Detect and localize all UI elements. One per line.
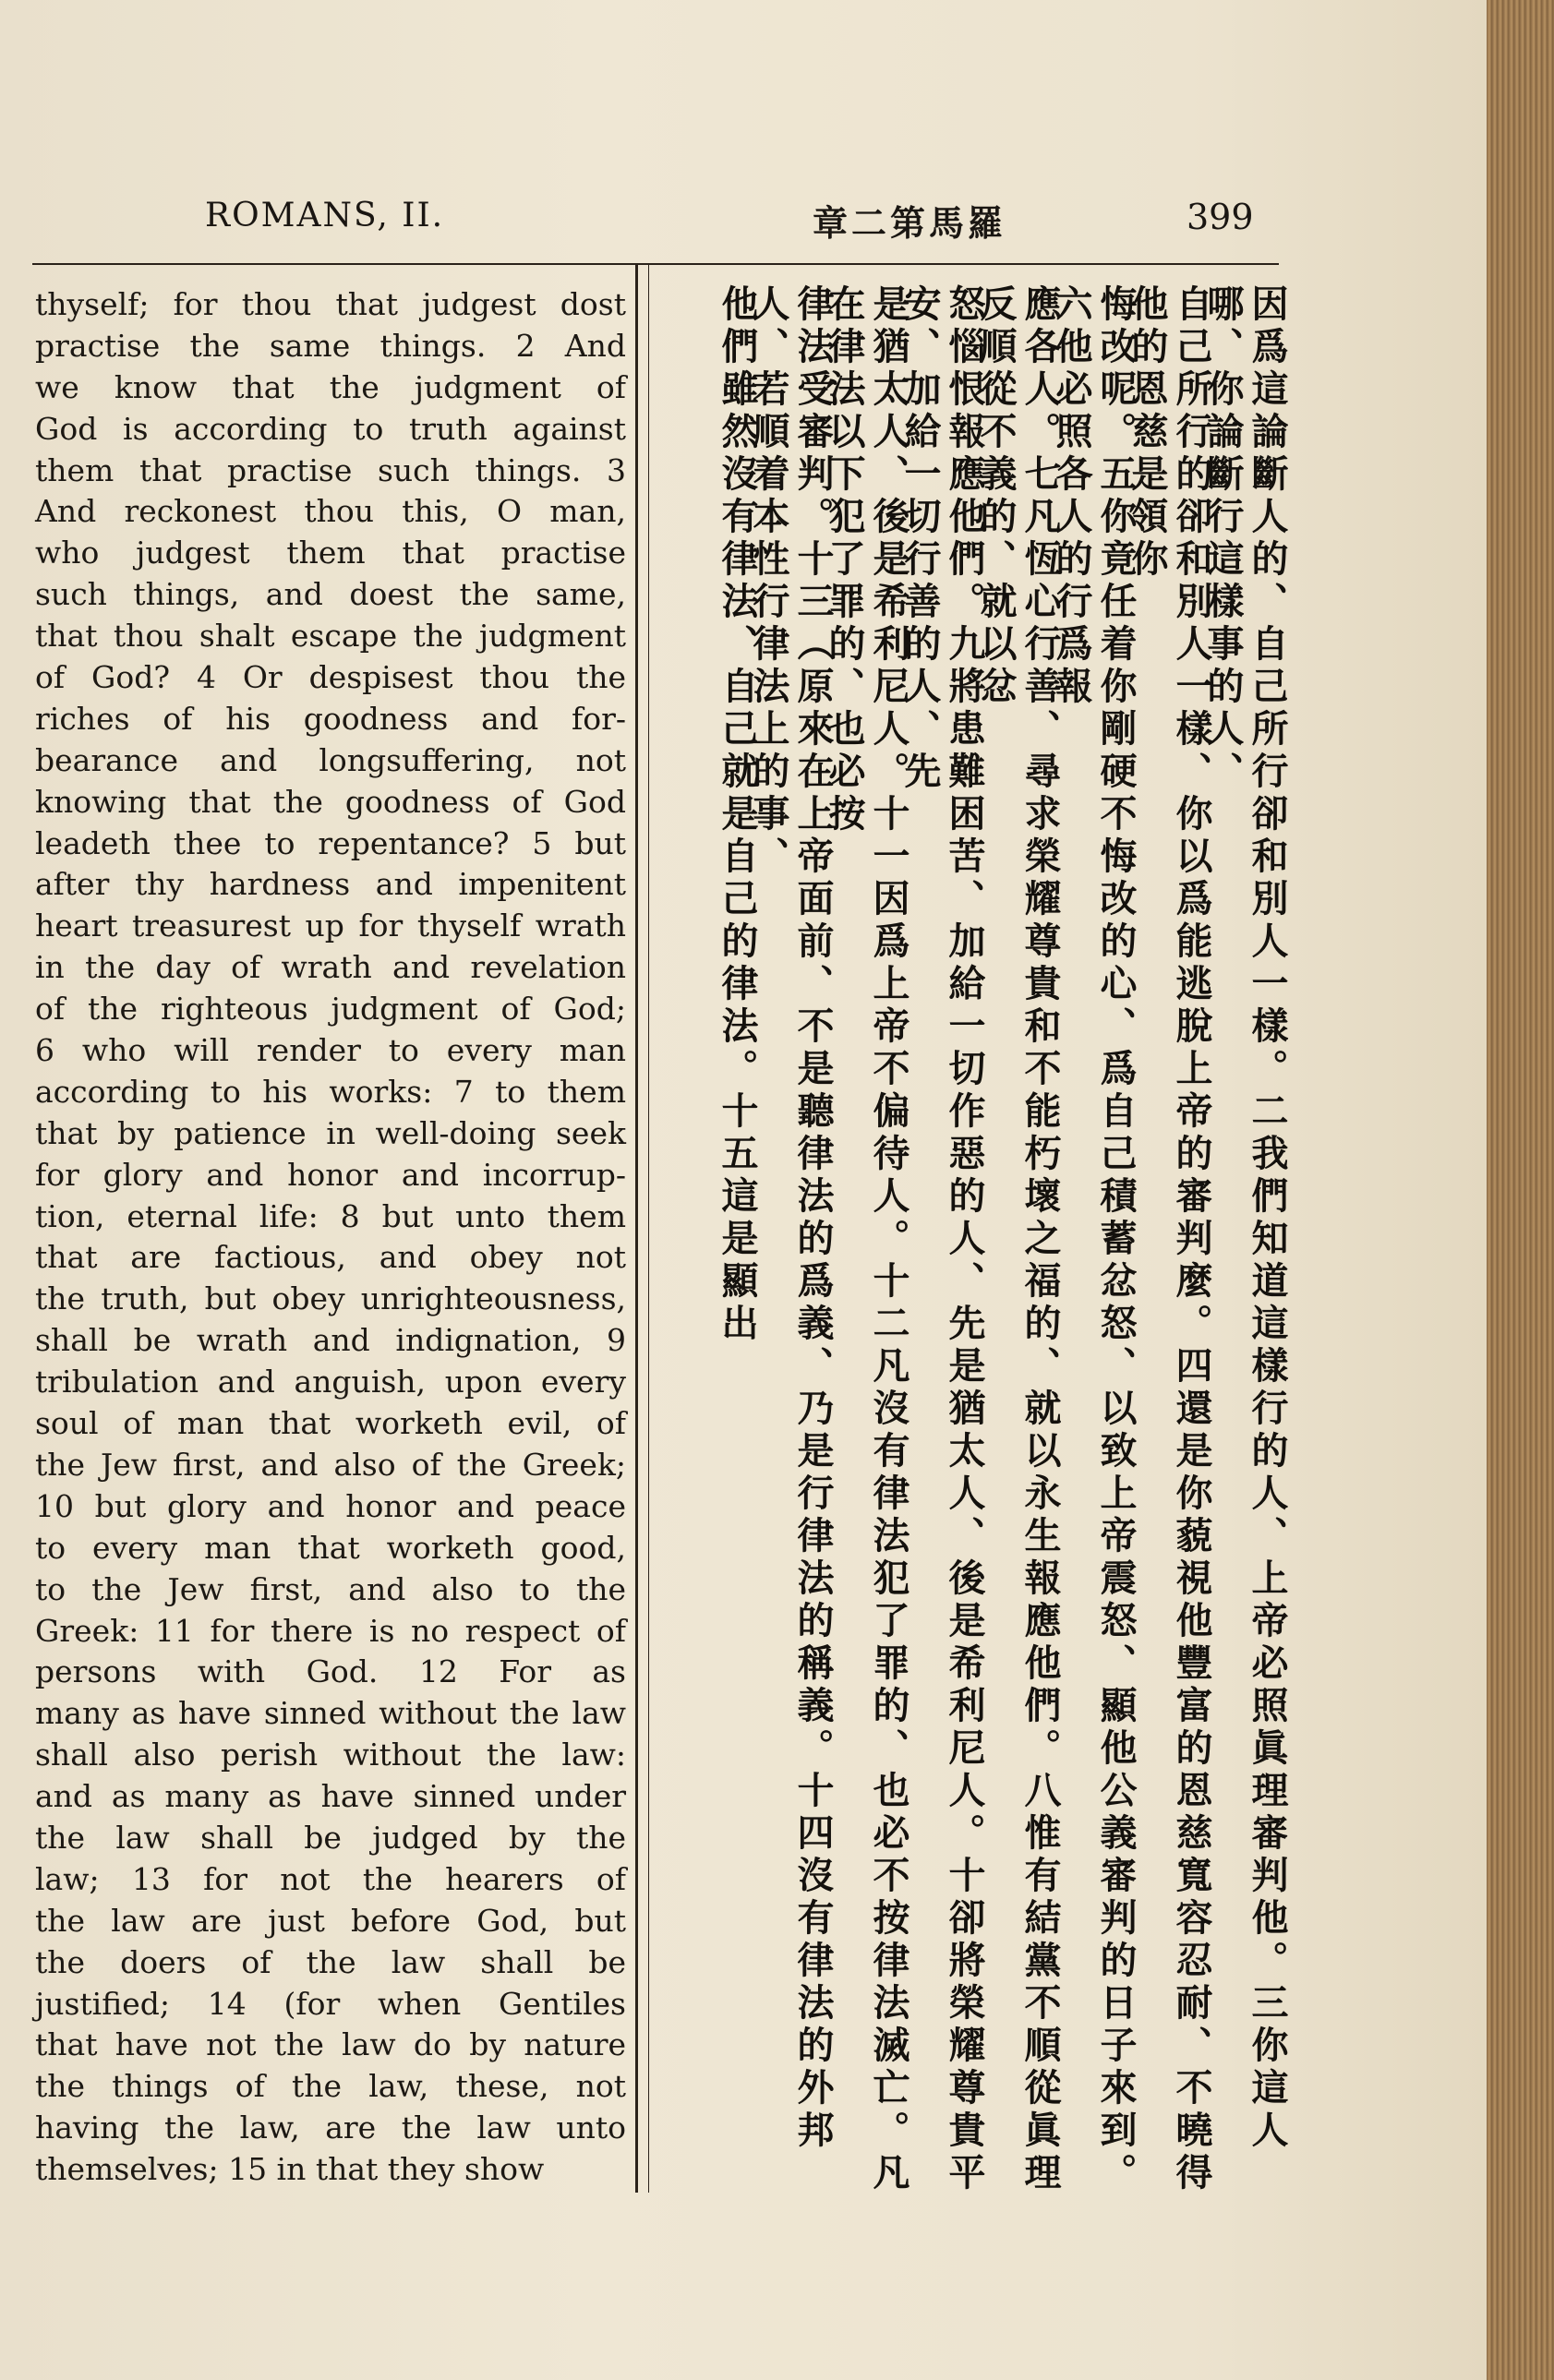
english-line: 6 who will render to every man	[35, 1032, 626, 1069]
english-line: knowing that the goodness of God	[35, 783, 626, 820]
english-line: the truth, but obey unrighteousness,	[35, 1280, 626, 1317]
english-line: shall also perish without the law:	[35, 1737, 626, 1773]
english-line: such things, and doest the same,	[35, 576, 626, 613]
english-line: 10 but glory and honor and peace	[35, 1487, 626, 1524]
chinese-column: 律法受審判。十三（原來在上帝面前、不是聽律法的爲義、乃是行律法的稱義。十四沒有律法的外邦人、若順着本性行律法上的事、	[747, 284, 834, 2153]
chinese-column: 悔改呢。五你竟任着你剛硬不悔改的心、爲自己積蓄忿怒、以致上帝震怒、顯他公義審判的日子來到。六他必照各人的行爲報	[1050, 284, 1137, 2195]
english-line: tion, eternal life: 8 but unto them	[35, 1197, 626, 1234]
english-line: the law are just before God, but	[35, 1902, 626, 1939]
running-head-chinese: 章二第馬羅	[813, 203, 1007, 244]
english-line: justified; 14 (for when Gentiles	[35, 1985, 626, 2022]
english-line: riches of his goodness and for-	[35, 700, 626, 737]
chinese-column: 自己所行的卻和別人一樣、你以爲能逃脫上帝的審判麼。四還是你藐視他豐富的恩慈寬容忍耐、不曉得他的恩慈是領你	[1126, 284, 1212, 2195]
english-line: in the day of wrath and revelation	[35, 949, 626, 986]
english-line: the law shall be judged by the	[35, 1819, 626, 1856]
english-line: we know that the judgment of	[35, 368, 626, 405]
english-line: and as many as have sinned under	[35, 1778, 626, 1815]
english-line: of God? 4 Or despisest thou the	[35, 659, 626, 696]
english-line: according to his works: 7 to them	[35, 1073, 626, 1110]
english-text-column	[35, 284, 626, 2191]
english-line: the Jew first, and also of the Greek;	[35, 1446, 626, 1483]
column-divider-thin	[648, 263, 649, 2193]
english-line: thyself; for thou that judgest dost	[35, 286, 626, 322]
english-line: after thy hardness and impenitent	[35, 866, 626, 903]
english-line: leadeth thee to repentance? 5 but	[35, 824, 626, 861]
english-line: that have not the law do by nature	[35, 2026, 626, 2063]
chinese-column: 是猶太人、後是希利尼人。十一因爲上帝不偏待人。十二凡沒有律法犯了罪的、也必不按律法滅亡。凡在律法以下犯了罪的、也必按	[823, 284, 910, 2195]
english-line: the doers of the law shall be	[35, 1943, 626, 1980]
english-line: many as have sinned without the law	[35, 1695, 626, 1732]
chinese-text-column	[657, 284, 1304, 2195]
english-line: practise the same things. 2 And	[35, 327, 626, 364]
column-divider	[635, 263, 638, 2193]
english-line: tribulation and anguish, upon every	[35, 1364, 626, 1400]
english-line: to every man that worketh good,	[35, 1529, 626, 1566]
english-line: of the righteous judgment of God;	[35, 991, 626, 1028]
english-line: who judgest them that practise	[35, 535, 626, 571]
chinese-column: 他們雖然沒有律法、自己就是自己的律法。十五這是顯出	[716, 284, 758, 1346]
page-header	[0, 189, 1487, 245]
english-line: God is according to truth against	[35, 410, 626, 447]
chinese-column: 應各人。七凡恆心行善、尋求榮耀尊貴和不能朽壞之福的、就以永生報應他們。八惟有結黨不順從眞理反順從不義的、就以忿	[974, 284, 1061, 2195]
running-head-english: ROMANS, II.	[205, 197, 445, 234]
english-line: themselves; 15 in that they show	[35, 2151, 545, 2188]
english-line: law; 13 for not the hearers of	[35, 1860, 626, 1897]
english-line: Greek: 11 for there is no respect of	[35, 1612, 626, 1649]
english-line: them that practise such things. 3	[35, 451, 626, 488]
english-line: that thou shalt escape the judgment	[35, 618, 626, 655]
page-block-edge	[1487, 0, 1554, 2380]
english-line: that by patience in well-doing seek	[35, 1114, 626, 1151]
english-line: And reckonest thou this, O man,	[35, 493, 626, 530]
english-line: for glory and honor and incorrup-	[35, 1156, 626, 1193]
chinese-column: 因爲這論斷人的、自己所行卻和別人一樣。二我們知道這樣行的人、上帝必照眞理審判他。三你這人哪、你論斷行這樣事的人、	[1201, 284, 1288, 2153]
page-number: 399	[1187, 197, 1254, 237]
english-line: persons with God. 12 For as	[35, 1653, 626, 1690]
header-rule	[32, 263, 1279, 265]
english-line: shall be wrath and indignation, 9	[35, 1322, 626, 1359]
english-line: bearance and longsuffering, not	[35, 741, 626, 778]
english-line: to the Jew first, and also to the	[35, 1570, 626, 1607]
chinese-column: 怒惱恨報應他們。九將患難困苦、加給一切作惡的人、先是猶太人、後是希利尼人。十卻將榮耀尊貴平安、加給一切行善的人、先	[898, 284, 985, 2195]
english-line: having the law, are the law unto	[35, 2110, 626, 2146]
english-line: soul of man that worketh evil, of	[35, 1405, 626, 1442]
english-line: the things of the law, these, not	[35, 2068, 626, 2105]
english-line: that are factious, and obey not	[35, 1239, 626, 1276]
english-line: heart treasurest up for thyself wrath	[35, 908, 626, 944]
